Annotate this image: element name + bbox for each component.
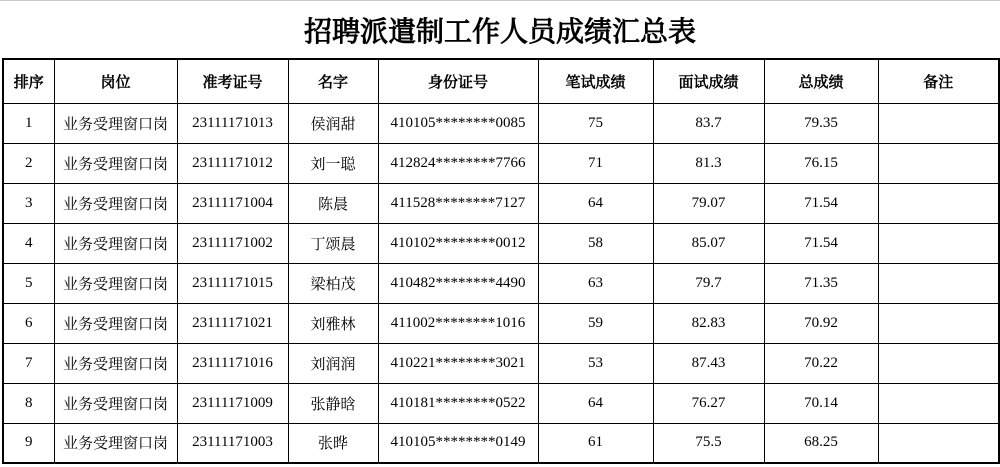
- cell-remarks: [878, 383, 999, 423]
- cell-id-number: 410102********0012: [378, 223, 538, 263]
- cell-id-number: 410105********0149: [378, 423, 538, 463]
- cell-exam-number: 23111171015: [177, 263, 288, 303]
- cell-remarks: [878, 423, 999, 463]
- table-row: [3, 103, 999, 143]
- cell-name: 丁颂晨: [288, 223, 378, 263]
- cell-interview-score: 79.07: [653, 183, 764, 223]
- cell-interview-score: 83.7: [653, 103, 764, 143]
- cell-name: 张晔: [288, 423, 378, 463]
- table-row: [3, 183, 999, 223]
- cell-name: 陈晨: [288, 183, 378, 223]
- cell-written-score: 64: [538, 183, 653, 223]
- cell-exam-number: 23111171012: [177, 143, 288, 183]
- header-total-score: 总成绩: [764, 59, 878, 103]
- cell-rank: 6: [3, 303, 54, 343]
- cell-id-number: 410105********0085: [378, 103, 538, 143]
- header-id-number: 身份证号: [378, 59, 538, 103]
- cell-id-number: 411002********1016: [378, 303, 538, 343]
- header-name: 名字: [288, 59, 378, 103]
- cell-name: 刘润润: [288, 343, 378, 383]
- cell-interview-score: 81.3: [653, 143, 764, 183]
- table-row: [3, 263, 999, 303]
- cell-id-number: 410221********3021: [378, 343, 538, 383]
- cell-position: 业务受理窗口岗: [54, 223, 177, 263]
- cell-position: 业务受理窗口岗: [54, 183, 177, 223]
- cell-remarks: [878, 343, 999, 383]
- header-remarks: 备注: [878, 59, 999, 103]
- header-exam-number: 准考证号: [177, 59, 288, 103]
- table-header-row: [3, 59, 999, 103]
- cell-total-score: 71.54: [764, 183, 878, 223]
- cell-total-score: 76.15: [764, 143, 878, 183]
- cell-interview-score: 85.07: [653, 223, 764, 263]
- header-written-score: 笔试成绩: [538, 59, 653, 103]
- table-row: [3, 143, 999, 183]
- table-row: [3, 383, 999, 423]
- cell-name: 刘一聪: [288, 143, 378, 183]
- cell-position: 业务受理窗口岗: [54, 383, 177, 423]
- cell-total-score: 70.14: [764, 383, 878, 423]
- cell-name: 张静晗: [288, 383, 378, 423]
- cell-total-score: 71.54: [764, 223, 878, 263]
- header-position: 岗位: [54, 59, 177, 103]
- cell-position: 业务受理窗口岗: [54, 263, 177, 303]
- cell-remarks: [878, 263, 999, 303]
- cell-exam-number: 23111171009: [177, 383, 288, 423]
- cell-rank: 1: [3, 103, 54, 143]
- cell-interview-score: 82.83: [653, 303, 764, 343]
- cell-total-score: 70.22: [764, 343, 878, 383]
- cell-exam-number: 23111171002: [177, 223, 288, 263]
- cell-rank: 3: [3, 183, 54, 223]
- cell-rank: 2: [3, 143, 54, 183]
- cell-exam-number: 23111171021: [177, 303, 288, 343]
- cell-remarks: [878, 223, 999, 263]
- table-row: [3, 303, 999, 343]
- cell-position: 业务受理窗口岗: [54, 103, 177, 143]
- cell-interview-score: 75.5: [653, 423, 764, 463]
- cell-written-score: 63: [538, 263, 653, 303]
- cell-written-score: 59: [538, 303, 653, 343]
- cell-written-score: 75: [538, 103, 653, 143]
- cell-interview-score: 79.7: [653, 263, 764, 303]
- table-row: [3, 343, 999, 383]
- cell-remarks: [878, 103, 999, 143]
- cell-rank: 7: [3, 343, 54, 383]
- cell-position: 业务受理窗口岗: [54, 423, 177, 463]
- cell-rank: 5: [3, 263, 54, 303]
- cell-exam-number: 23111171016: [177, 343, 288, 383]
- cell-rank: 9: [3, 423, 54, 463]
- cell-remarks: [878, 143, 999, 183]
- cell-id-number: 412824********7766: [378, 143, 538, 183]
- cell-written-score: 64: [538, 383, 653, 423]
- cell-rank: 4: [3, 223, 54, 263]
- cell-exam-number: 23111171004: [177, 183, 288, 223]
- cell-total-score: 70.92: [764, 303, 878, 343]
- cell-total-score: 71.35: [764, 263, 878, 303]
- cell-written-score: 53: [538, 343, 653, 383]
- cell-remarks: [878, 303, 999, 343]
- cell-id-number: 410181********0522: [378, 383, 538, 423]
- cell-total-score: 68.25: [764, 423, 878, 463]
- cell-id-number: 411528********7127: [378, 183, 538, 223]
- table-row: [3, 423, 999, 463]
- page-title: 招聘派遣制工作人员成绩汇总表: [303, 16, 696, 48]
- score-summary-table: [2, 58, 1000, 464]
- table-row: [3, 223, 999, 263]
- cell-total-score: 79.35: [764, 103, 878, 143]
- cell-position: 业务受理窗口岗: [54, 303, 177, 343]
- cell-rank: 8: [3, 383, 54, 423]
- cell-interview-score: 87.43: [653, 343, 764, 383]
- cell-name: 梁柏茂: [288, 263, 378, 303]
- cell-exam-number: 23111171003: [177, 423, 288, 463]
- cell-name: 侯润甜: [288, 103, 378, 143]
- header-rank: 排序: [3, 59, 54, 103]
- cell-written-score: 58: [538, 223, 653, 263]
- cell-id-number: 410482********4490: [378, 263, 538, 303]
- table-body: [3, 103, 999, 463]
- cell-interview-score: 76.27: [653, 383, 764, 423]
- header-interview-score: 面试成绩: [653, 59, 764, 103]
- cell-written-score: 61: [538, 423, 653, 463]
- cell-name: 刘雅林: [288, 303, 378, 343]
- cell-written-score: 71: [538, 143, 653, 183]
- cell-position: 业务受理窗口岗: [54, 143, 177, 183]
- cell-remarks: [878, 183, 999, 223]
- cell-exam-number: 23111171013: [177, 103, 288, 143]
- cell-position: 业务受理窗口岗: [54, 343, 177, 383]
